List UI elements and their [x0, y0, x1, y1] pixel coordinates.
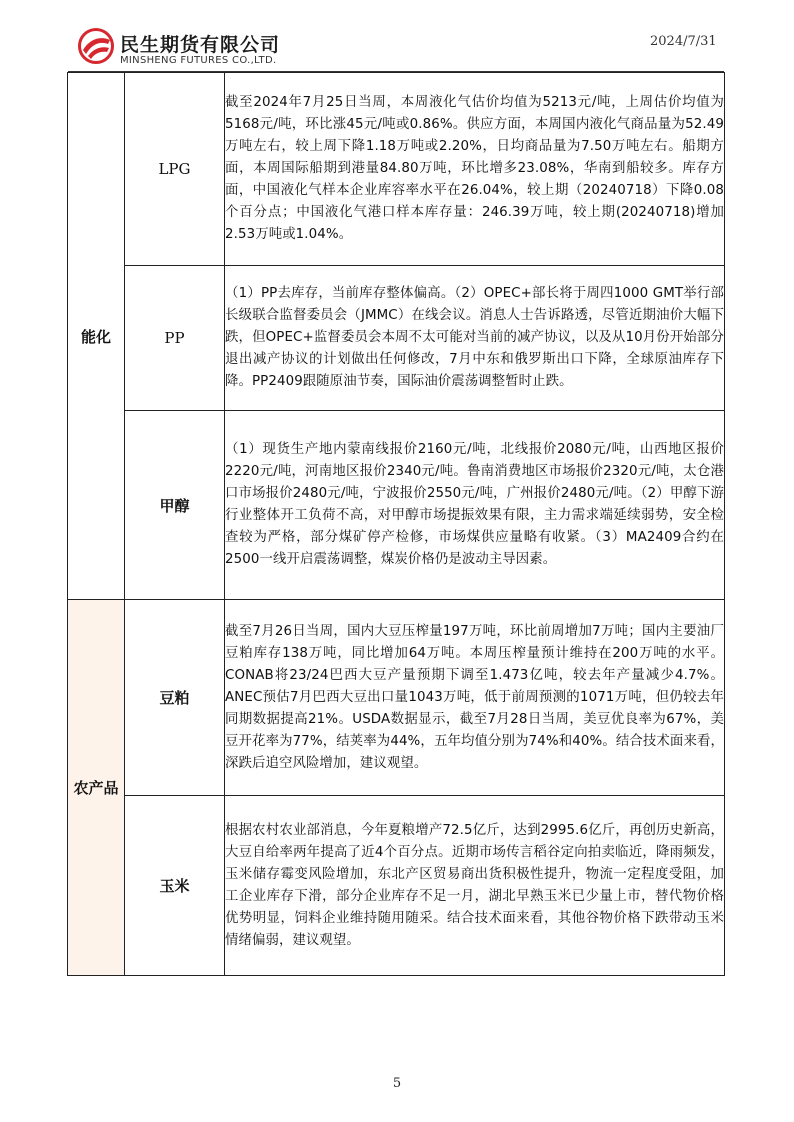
page-number: 5: [392, 1076, 402, 1091]
product-label-methanol: 甲醇: [125, 411, 225, 600]
sector-label-agriculture: 农产品: [68, 600, 125, 976]
commentary-text-methanol: （1）现货生产地内蒙南线报价2160元/吨，北线报价2080元/吨，山西地区报价2220元/吨，河南地区报价2340元/吨。鲁南消费地区市场报价2320元/吨，太仓港口市场报价2480元/吨，宁波报价2550元/吨，广州报价2480元/吨。（2）甲醇下游行业整体开工负荷不高，对甲醇市场提振效果有限，主力需求端延续弱势，安全检查较为严格，部分煤矿停产检修，市场煤供应量略有收紧。（3）MA2409合约在2500一线开启震荡调整，煤炭价格仍是波动主导因素。: [225, 411, 725, 600]
company-name-en: MINSHENG FUTURES CO.,LTD.: [120, 55, 277, 66]
commentary-text-soymeal: 截至7月26日当周，国内大豆压榨量197万吨，环比前周增加7万吨；国内主要油厂豆粕库存138万吨，同比增加64万吨。本周压榨量预计维持在200万吨的水平。CONAB将23/24巴西大豆产量预期下调至1.473亿吨，较去年产量减少4.7%。ANEC预估7月巴西大豆出口量1043万吨，低于前周预测的1071万吨，但仍较去年同期数据提高21%。USDA数据显示，截至7月28日当周，美豆优良率为67%，美豆开花率为77%，结荚率为44%，五年均值分别为74%和40%。结合技术面来看，深跌后追空风险增加，建议观望。: [225, 600, 725, 796]
page-header: [0, 0, 794, 72]
table-row: [68, 796, 725, 976]
commentary-text-pp: （1）PP去库存，当前库存整体偏高。（2）OPEC+部长将于周四1000 GMT举行部长级联合监督委员会（JMMC）在线会议。消息人士告诉路透，尽管近期油价大幅下跌，但OPEC+监督委员会本周不太可能对当前的减产协议，以及从10月份开始部分退出减产协议的计划做出任何修改，7月中东和俄罗斯出口下降，全球原油库存下降。PP2409跟随原油节奏，国际油价震荡调整暂时止跌。: [225, 266, 725, 411]
report-date: 2024/7/31: [650, 34, 717, 49]
product-label-lpg: LPG: [125, 73, 225, 266]
table-row: [68, 411, 725, 600]
company-name-cn: 民生期货有限公司: [120, 34, 281, 56]
commentary-text-lpg: 截至2024年7月25日当周，本周液化气估价均值为5213元/吨，上周估价均值为5168元/吨，环比涨45元/吨或0.86%。供应方面，本周国内液化气商品量为52.49万吨左右，较上周下降1.18万吨或2.20%，日均商品量为7.50万吨左右。船期方面，本周国际船期到港量84.80万吨，环比增多23.08%，华南到船较多。库存方面，中国液化气样本企业库容率水平在26.04%，较上期（20240718）下降0.08个百分点；中国液化气港口样本库存量：246.39万吨，较上期(20240718)增加2.53万吨或1.04%。: [225, 73, 725, 266]
table-row: [68, 73, 725, 266]
product-label-soymeal: 豆粕: [125, 600, 225, 796]
commentary-text-corn: 根据农村农业部消息，今年夏粮增产72.5亿斤，达到2995.6亿斤，再创历史新高，大豆自给率两年提高了近4个百分点。近期市场传言稻谷定向拍卖临近，降雨频发，玉米储存霉变风险增加，东北产区贸易商出货积极性提升，物流一定程度受阻，加工企业库存下滑，部分企业库存不足一月，湖北早熟玉米已少量上市，替代物价格优势明显，饲料企业维持随用随采。结合技术面来看，其他谷物价格下跌带动玉米情绪偏弱，建议观望。: [225, 796, 725, 976]
table-row: [68, 600, 725, 796]
minsheng-logo-icon: [78, 28, 114, 64]
commodity-commentary-table: [67, 72, 725, 976]
product-label-pp: PP: [125, 266, 225, 411]
table-row: [68, 266, 725, 411]
sector-label-energy-chemical: 能化: [68, 73, 125, 600]
product-label-corn: 玉米: [125, 796, 225, 976]
